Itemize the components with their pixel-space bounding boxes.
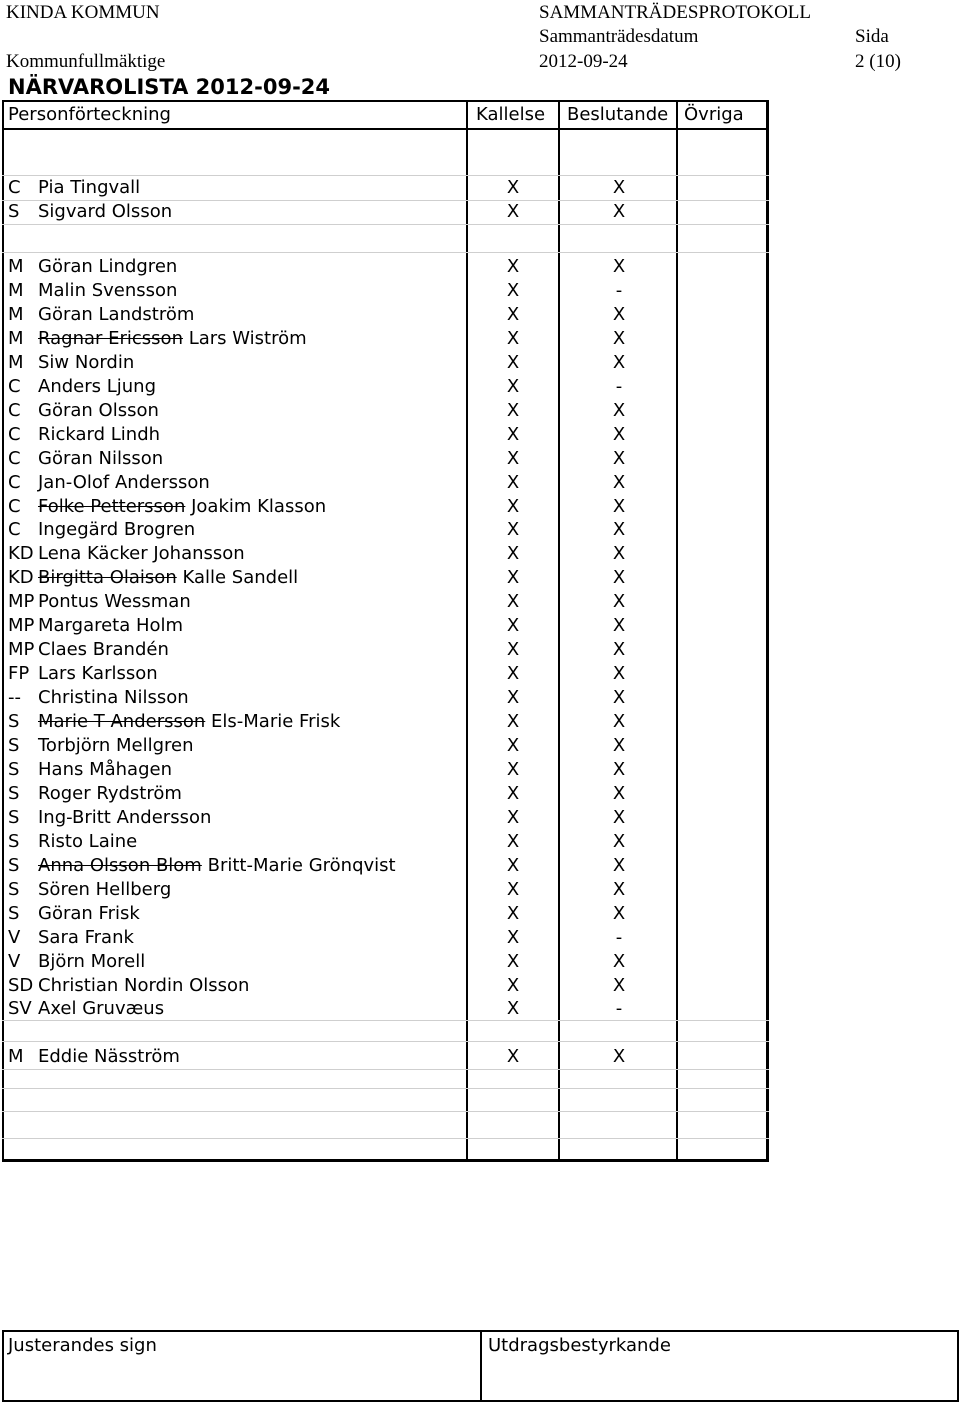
row-divider [2,175,769,176]
header-row-divider [2,128,769,130]
beslutande-mark: X [612,256,626,277]
beslutande-mark: X [612,782,626,804]
person-name: Göran Nilsson [38,447,164,469]
beslutande-mark: X [612,447,626,469]
party-code: SV [8,998,32,1020]
body-name: Kommunfullmäktige [6,51,166,72]
kallelse-mark: X [506,327,520,349]
person-name: Ingegärd Brogren [38,519,196,541]
party-code: V [8,950,21,972]
kallelse-mark: X [506,687,520,709]
kallelse-mark: X [506,447,520,469]
page-number: 2 (10) [855,51,901,72]
kallelse-mark: X [506,926,520,948]
person-name: Pia Tingvall [38,177,141,198]
kallelse-mark: X [506,519,520,541]
party-code: MP [8,615,35,637]
kallelse-mark: X [506,177,520,198]
person-name: Ing-Britt Andersson [38,806,212,828]
row-divider [2,252,769,253]
utdragsbestyrkande-label: Utdragsbestyrkande [488,1335,671,1356]
row-divider [2,1111,769,1112]
table-row [8,399,159,423]
table-row [8,997,164,1021]
party-code: -- [8,687,21,709]
kallelse-mark: X [506,878,520,900]
party-code: C [8,447,21,469]
struck-name: Anna Olsson Blom [38,854,202,876]
kallelse-mark: X [506,758,520,780]
row-divider [2,1088,769,1089]
person-name: Christian Nordin Olsson [38,974,250,996]
table-row [8,200,172,224]
person-name: Göran Landström [38,303,195,325]
kallelse-mark: X [506,806,520,828]
kallelse-mark: X [506,303,520,325]
table-row [8,614,183,638]
beslutande-mark: X [612,200,626,222]
person-name: Malin Svensson [38,279,178,301]
beslutande-mark: X [612,758,626,780]
person-name: Björn Morell [38,950,146,972]
table-row [8,279,177,303]
row-divider [2,200,769,201]
table-row [8,303,194,327]
table-row [8,662,158,686]
row-divider [2,1041,769,1042]
kallelse-mark: X [506,567,520,589]
person-name: Göran Olsson [38,399,159,421]
row-divider [2,1138,769,1139]
row-divider [2,224,769,225]
party-code: FP [8,663,30,685]
beslutande-mark: - [615,926,623,948]
beslutande-mark: X [612,711,626,733]
party-code: C [8,375,21,397]
table-row [8,830,137,854]
column-header-beslutande: Beslutande [567,104,669,125]
struck-name: Birgitta Olaison [38,567,177,589]
column-header-personforteckning: Personförteckning [8,104,171,125]
party-code: S [8,878,20,900]
beslutande-mark: X [612,902,626,924]
party-code: M [8,1046,24,1067]
table-row [8,974,249,998]
struck-name: Folke Pettersson [38,495,186,517]
kallelse-mark: X [506,663,520,685]
kallelse-mark: X [506,639,520,661]
beslutande-mark: X [612,471,626,493]
kallelse-mark: X [506,974,520,996]
table-row [8,686,189,710]
beslutande-mark: - [615,375,623,397]
kallelse-mark: X [506,200,520,222]
person-name: Rickard Lindh [38,423,161,445]
party-code: M [8,351,24,373]
beslutande-mark: X [612,735,626,756]
table-row [8,758,172,782]
person-name: Els-Marie Frisk [211,711,341,733]
party-code: S [8,200,20,222]
party-code: M [8,303,24,325]
date-label: Sammanträdesdatum [539,26,699,47]
kallelse-mark: X [506,902,520,924]
kallelse-mark: X [506,543,520,565]
kallelse-mark: X [506,471,520,493]
kallelse-mark: X [506,735,520,756]
justerandes-sign-label: Justerandes sign [8,1335,157,1356]
row-divider [2,1069,769,1070]
table-row [8,590,191,614]
footer-divider [480,1330,482,1402]
person-name: Torbjörn Mellgren [38,735,194,756]
person-name: Lars Karlsson [38,663,158,685]
beslutande-mark: X [612,519,626,541]
person-name: Pontus Wessman [38,591,191,613]
kallelse-mark: X [506,256,520,277]
person-name: Risto Laine [38,830,138,852]
person-name: Lena Käcker Johansson [38,543,245,565]
table-row [8,542,245,566]
person-name: Lars Wiström [188,327,307,349]
beslutande-mark: X [612,950,626,972]
party-code: S [8,758,20,780]
kallelse-mark: X [506,830,520,852]
party-code: KD [8,543,34,565]
person-name: Siw Nordin [38,351,135,373]
person-name: Sören Hellberg [38,878,172,900]
table-row [8,902,140,926]
kallelse-mark: X [506,495,520,517]
table-row [8,854,396,878]
kallelse-mark: X [506,279,520,301]
kallelse-mark: X [506,423,520,445]
party-code: C [8,471,21,493]
person-name: Jan-Olof Andersson [38,471,210,493]
table-row [8,782,182,806]
column-divider [558,100,560,1162]
person-name: Claes Brandén [38,639,169,661]
beslutande-mark: X [612,591,626,613]
beslutande-mark: - [615,279,623,301]
table-row [8,255,177,279]
kallelse-mark: X [506,950,520,972]
beslutande-mark: X [612,495,626,517]
beslutande-mark: - [615,998,623,1020]
kallelse-mark: X [506,998,520,1020]
party-code: S [8,902,20,924]
beslutande-mark: X [612,663,626,685]
table-row [8,423,160,447]
struck-name: Marie T Andersson [38,711,206,733]
party-code: C [8,423,21,445]
table-row [8,351,134,375]
party-code: S [8,806,20,828]
table-row [8,926,134,950]
beslutande-mark: X [612,687,626,709]
party-code: MP [8,591,35,613]
party-code: S [8,830,20,852]
party-code: C [8,495,21,517]
table-row [8,518,195,542]
party-code: M [8,327,24,349]
person-name: Hans Måhagen [38,758,172,780]
beslutande-mark: X [612,303,626,325]
beslutande-mark: X [612,854,626,876]
table-row [8,566,298,590]
party-code: M [8,256,24,277]
kallelse-mark: X [506,1046,520,1067]
table-row [8,375,156,399]
party-code: KD [8,567,34,589]
table-row [8,495,326,519]
beslutande-mark: X [612,423,626,445]
table-row [8,638,169,662]
beslutande-mark: X [612,806,626,828]
beslutande-mark: X [612,974,626,996]
table-row [8,176,140,200]
beslutande-mark: X [612,567,626,589]
table-row [8,447,163,471]
person-name: Göran Lindgren [38,256,178,277]
party-code: S [8,711,20,733]
party-code: C [8,519,21,541]
person-name: Axel Gruvæus [38,998,165,1020]
person-name: Joakim Klasson [191,495,327,517]
column-divider [466,100,468,1162]
page-title: NÄRVAROLISTA 2012-09-24 [8,75,331,99]
beslutande-mark: X [612,1046,626,1067]
person-name: Margareta Holm [38,615,184,637]
party-code: S [8,735,20,756]
organization-name: KINDA KOMMUN [6,2,160,23]
party-code: C [8,177,21,198]
person-name: Sara Frank [38,926,134,948]
beslutande-mark: X [612,177,626,198]
person-name: Britt-Marie Grönqvist [207,854,396,876]
beslutande-mark: X [612,639,626,661]
struck-name: Ragnar Ericsson [38,327,183,349]
table-row [8,471,210,495]
beslutande-mark: X [612,351,626,373]
column-divider [676,100,678,1162]
kallelse-mark: X [506,375,520,397]
page-label: Sida [855,26,889,47]
table-row [8,878,171,902]
party-code: V [8,926,21,948]
table-row [8,734,194,758]
person-name: Roger Rydström [38,782,182,804]
party-code: MP [8,639,35,661]
kallelse-mark: X [506,711,520,733]
person-name: Göran Frisk [38,902,140,924]
table-row [8,806,211,830]
column-header-kallelse: Kallelse [476,104,546,125]
beslutande-mark: X [612,830,626,852]
beslutande-mark: X [612,399,626,421]
meeting-date: 2012-09-24 [539,51,628,72]
beslutande-mark: X [612,615,626,637]
kallelse-mark: X [506,854,520,876]
party-code: SD [8,974,34,996]
person-name: Kalle Sandell [182,567,299,589]
document-type: SAMMANTRÄDESPROTOKOLL [539,2,812,23]
table-row [8,1045,180,1069]
party-code: S [8,854,20,876]
kallelse-mark: X [506,591,520,613]
table-row [8,950,145,974]
row-divider [2,1020,769,1021]
kallelse-mark: X [506,615,520,637]
person-name: Eddie Näsström [38,1046,180,1067]
person-name: Anders Ljung [38,375,156,397]
kallelse-mark: X [506,351,520,373]
beslutande-mark: X [612,878,626,900]
beslutande-mark: X [612,543,626,565]
column-header-ovriga: Övriga [684,104,744,125]
party-code: S [8,782,20,804]
party-code: M [8,279,24,301]
kallelse-mark: X [506,782,520,804]
table-row [8,710,340,734]
party-code: C [8,399,21,421]
kallelse-mark: X [506,399,520,421]
person-name: Sigvard Olsson [38,200,173,222]
table-row [8,327,307,351]
beslutande-mark: X [612,327,626,349]
person-name: Christina Nilsson [38,687,189,709]
